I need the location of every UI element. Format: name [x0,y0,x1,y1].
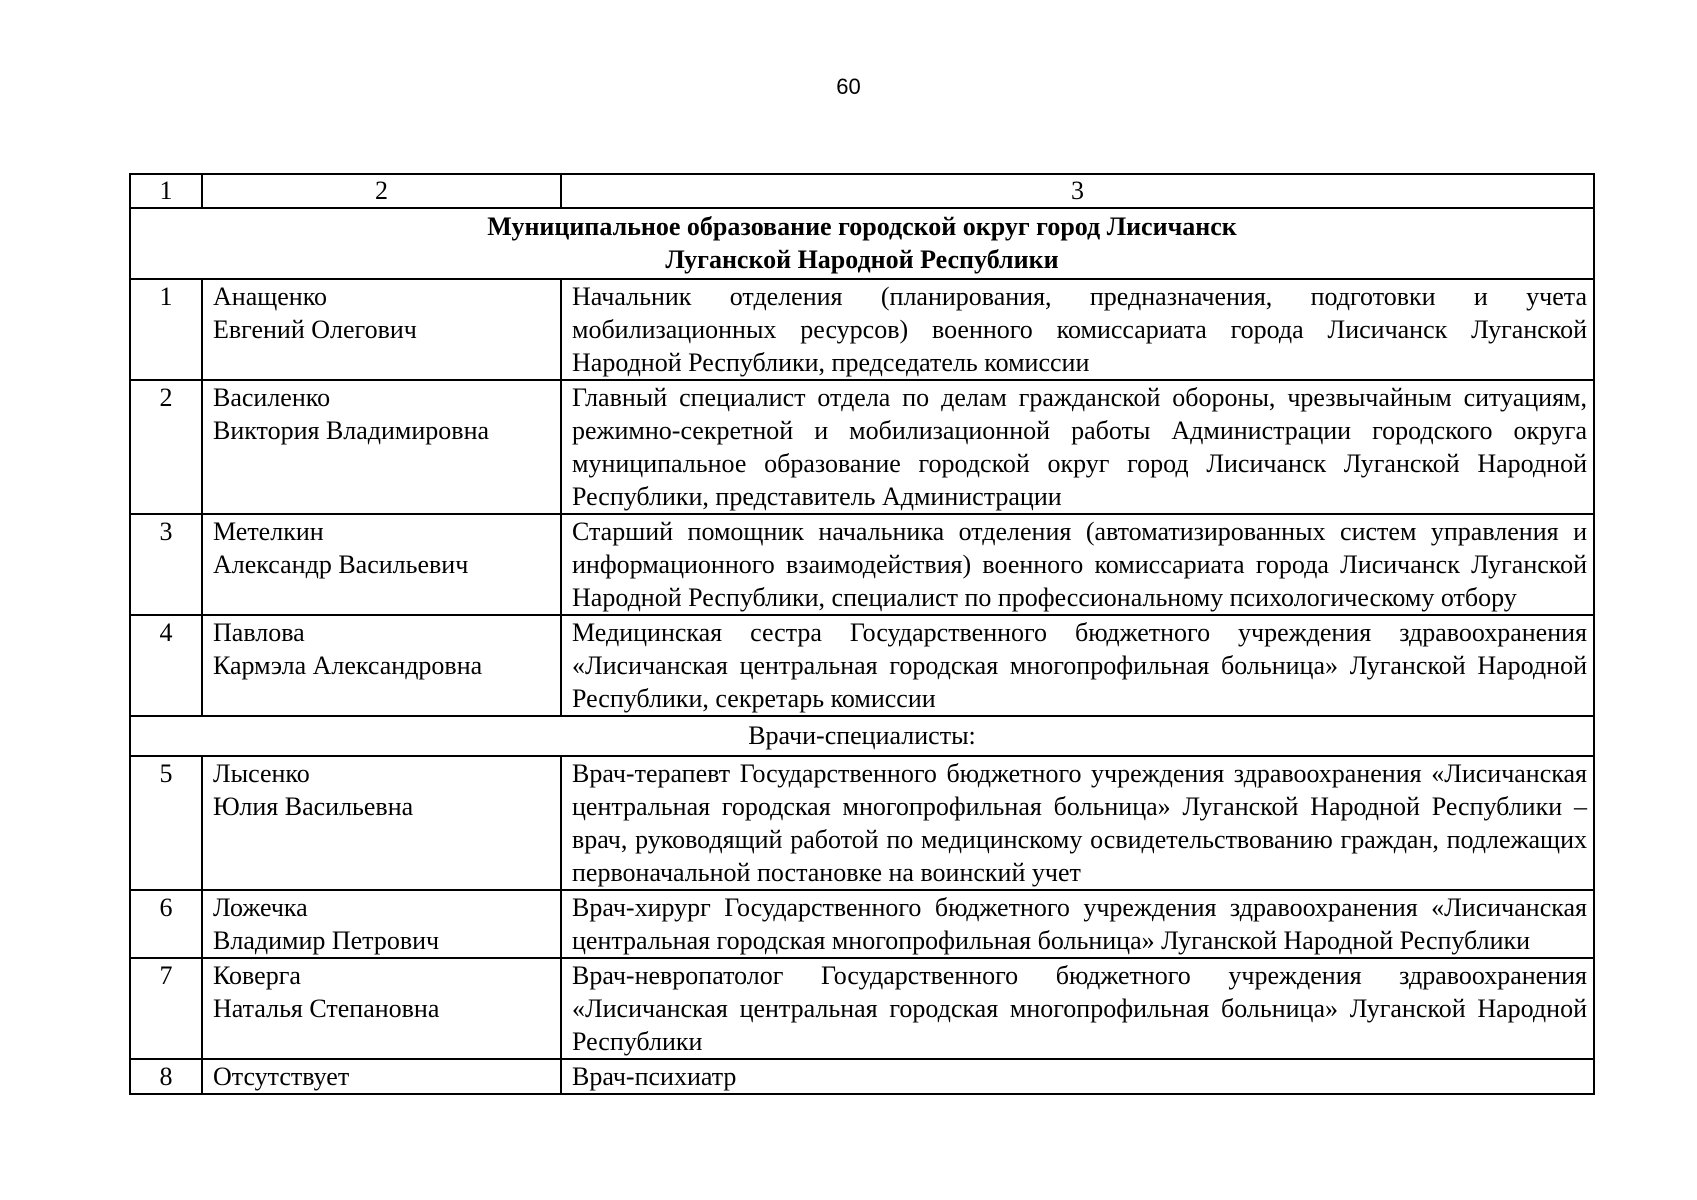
member-position: Старший помощник начальника отделения (автоматизированных систем управления и информационного взаимодействия) военного комиссариата города Лисичанск Луганской Народной Республики, специалист по профессиональному психологическому отбору [561,514,1594,615]
row-number: 4 [130,615,202,716]
table-row [130,1059,1594,1094]
member-name [202,514,561,615]
specialists-subsection-row [130,716,1594,756]
member-surname: Метелкин [213,517,324,546]
member-given-names: Виктория Владимировна [213,416,490,445]
member-name [202,958,561,1059]
row-number: 5 [130,756,202,890]
member-position: Медицинская сестра Государственного бюджетного учреждения здравоохранения «Лисичанская центральная городская многопрофильная больница» Луганской Народной Республики, секретарь комиссии [561,615,1594,716]
table-row [130,756,1594,890]
municipality-section-title [130,208,1594,279]
member-surname: Анащенко [213,282,328,311]
medical-specialists-group [130,756,1594,1094]
commission-members-group [130,279,1594,716]
member-position: Начальник отделения (планирования, предназначения, подготовки и учета мобилизационных ресурсов) военного комиссариата города Лисичанск Луганской Народной Республики, председатель комиссии [561,279,1594,380]
row-number: 8 [130,1059,202,1094]
row-number: 6 [130,890,202,958]
member-position: Главный специалист отдела по делам гражданской обороны, чрезвычайным ситуациям, режимно-секретной и мобилизационной работы Администрации городского округа муниципальное образование городской округ город Лисичанск Луганской Народной Республики, представитель Администрации [561,380,1594,514]
member-name [202,380,561,514]
member-name [202,756,561,890]
member-surname: Ложечка [213,893,308,922]
specialists-subsection-title: Врачи-специалисты: [130,716,1594,756]
table-row [130,514,1594,615]
row-number: 1 [130,279,202,380]
member-surname: Лысенко [213,759,310,788]
member-position: Врач-невропатолог Государственного бюджетного учреждения здравоохранения «Лисичанская центральная городская многопрофильная больница» Луганской Народной Республики [561,958,1594,1059]
member-position: Врач-терапевт Государственного бюджетного учреждения здравоохранения «Лисичанская центральная городская многопрофильная больница» Луганской Народной Республики – врач, руководящий работой по медицинскому освидетельствованию граждан, подлежащих первоначальной постановке на воинский учет [561,756,1594,890]
row-number: 2 [130,380,202,514]
member-surname: Отсутствует [213,1062,350,1091]
member-name [202,1059,561,1094]
column-number-3: 3 [561,174,1594,208]
member-position: Врач-психиатр [561,1059,1594,1094]
commission-table [129,173,1595,1095]
row-number: 7 [130,958,202,1059]
table-row [130,279,1594,380]
member-given-names: Александр Васильевич [213,550,469,579]
table-row [130,380,1594,514]
member-given-names: Юлия Васильевна [213,792,414,821]
column-number-1: 1 [130,174,202,208]
page-number: 60 [836,74,861,99]
table-row [130,615,1594,716]
column-number-header-row [130,174,1594,208]
member-surname: Коверга [213,961,301,990]
table-row [130,958,1594,1059]
table-row [130,890,1594,958]
member-given-names: Владимир Петрович [213,926,440,955]
section-title-line-2: Луганской Народной Республики [665,245,1059,274]
column-number-2: 2 [202,174,561,208]
section-title-line-1: Муниципальное образование городской округ город Лисичанск [487,212,1237,241]
member-given-names: Евгений Олегович [213,315,417,344]
member-surname: Павлова [213,618,305,647]
member-position: Врач-хирург Государственного бюджетного учреждения здравоохранения «Лисичанская центральная городская многопрофильная больница» Луганской Народной Республики [561,890,1594,958]
member-name [202,890,561,958]
member-surname: Василенко [213,383,331,412]
member-given-names: Кармэла Александровна [213,651,483,680]
member-given-names: Наталья Степановна [213,994,440,1023]
member-name [202,279,561,380]
municipality-section-row [130,208,1594,279]
row-number: 3 [130,514,202,615]
member-name [202,615,561,716]
